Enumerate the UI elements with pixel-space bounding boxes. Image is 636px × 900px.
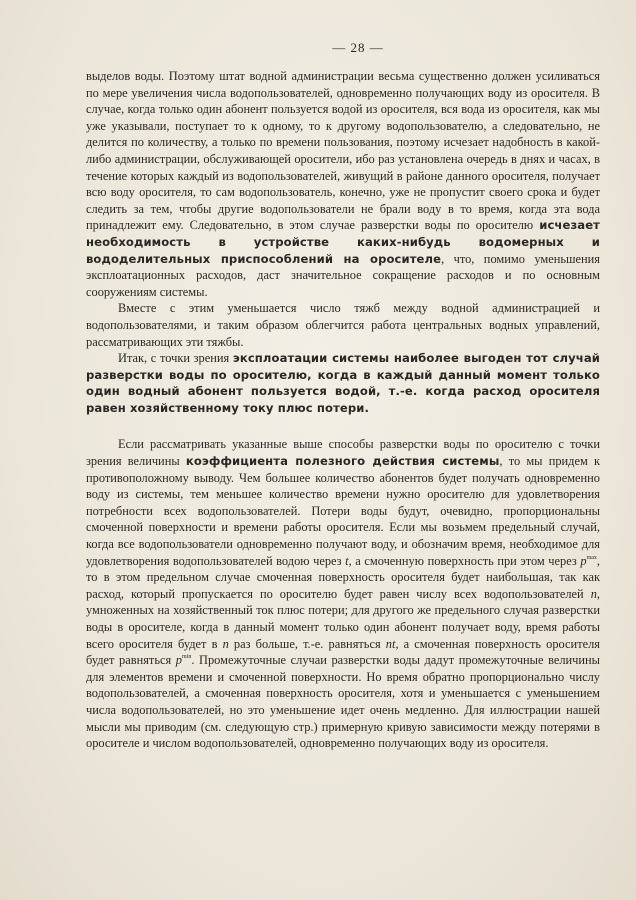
p4-text-i: . Промежуточные случаи разверстки воды дадут промежуточные величины для элементов времени и смоченной поверхности. Но время обратно пропорционально числу водопользователей, а смоченная поверхность оросителя, хотя и уменьшается с уменьшением числа водопользователей, но это уменьшение идет очень медленно. Для иллюстрации нашей мысли мы приводим (см. следующую стр.) примерную кривую зависимости между потерями в оросителе и числом водопользователей, одновременно получающих воду из оросителя. — [86, 653, 600, 751]
p1-text-a: выделов воды. Поэтому штат водной администрации весьма существенно должен усиливаться по мере увеличения числа водопользователей, одновременно получающих воду из оросителя. В случае, когда только один абонент пользуется водой из оросителя, вся вода из оросителя, как мы уже указывали, поступает то к одному, то к другому водопользователю, а следовательно, не делится по количеству, а только по времени пользования, поэтому исчезает надобность в какой-либо администрации, обслуживающей оросители, ибо раз установлена очередь в днях и часах, в течение которых каждый из водопользователей, живущий в районе данного оросителя, получает всю воду оросителя, то сам водопользователь, конечно, уже не пропустит своего срока и будет следить за тем, чтобы другие водопользователи не брали воду в то время, когда эта вода принадлежит ему. Следовательно, в этом случае разверстки воды по оросителю — [86, 69, 600, 233]
p4-text-d: , а смоченную поверхность при этом через — [348, 553, 581, 568]
p1-bold: исчезает необходимость в устройстве каких-нибудь водомерных и вододелительных приспособлений на оросителе — [86, 218, 600, 266]
var-n: n — [590, 586, 597, 601]
sup-max: max — [586, 554, 597, 561]
paragraph-4 — [86, 436, 600, 751]
p1-text-c: , что, помимо уменьшения эксплоатационных расходов, даст значительное сокращение расходов и по основным сооружениям системы. — [86, 251, 600, 299]
p4-text-a: Если рассматривать указанные выше способы разверстки воды по оросителю с точки зрения величины — [86, 437, 600, 469]
p3-bold: эксплоатации системы наиболее выгоден тот случай разверстки воды по оросителю, когда в каждый данный момент только один водный абонент пользуется водой, т.-е. когда расход оросителя равен хозяйственному току плюс потери. — [86, 351, 600, 415]
var-n-2: n — [222, 636, 229, 651]
var-p-max: p — [580, 553, 587, 568]
p4-text-f: , умноженных на хозяйственный ток плюс потери; для другого же предельного случая разверстки воды в оросителе, когда в данный момент только один абонент получает воду, время работы всего оросителя будет в — [86, 586, 600, 651]
p4-text-c: , то мы придем к противоположному выводу. Чем большее количество абонентов будет получать одновременно воду из системы, тем меньшее количество времени нужно оросителю для удовлетворения потребности всех водопользователей. Потери воды будут, очевидно, пропорциональны смоченной поверхности и времени работы оросителя. Если мы возьмем предельный случай, когда все водопользователи одновременно получают воду, и обозначим время, необходимое для удовлетворения водопользователей водою через — [86, 454, 600, 568]
sup-min: min — [182, 654, 192, 661]
p4-text-e: , то в этом предельном случае смоченная поверхность оросителя будет наибольшая, так как расход, который пропускается по оросителю будет равен числу всех водопользователей — [86, 553, 601, 601]
page-number: — 28 — — [332, 40, 384, 55]
var-nt: nt — [385, 636, 396, 651]
p4-text-g: раз больше, т.-е. равняться — [228, 636, 386, 651]
var-t: t — [345, 553, 349, 568]
p3-text-a: Итак, с точки зрения — [118, 351, 233, 366]
p4-text-h: , а смоченная поверхность оросителя будет равняться — [86, 636, 600, 668]
p4-bold: коэффициента полезного действия системы — [185, 454, 500, 469]
paragraph-1 — [86, 68, 600, 300]
var-p-min: p — [175, 653, 182, 668]
paragraph-3 — [86, 350, 600, 416]
paragraph-2: Вместе с этим уменьшается число тяжб между водной администрацией и водопользователями, и таким образом облегчится работа центральных водных управлений, рассматривающих эти тяжбы. — [86, 301, 600, 349]
